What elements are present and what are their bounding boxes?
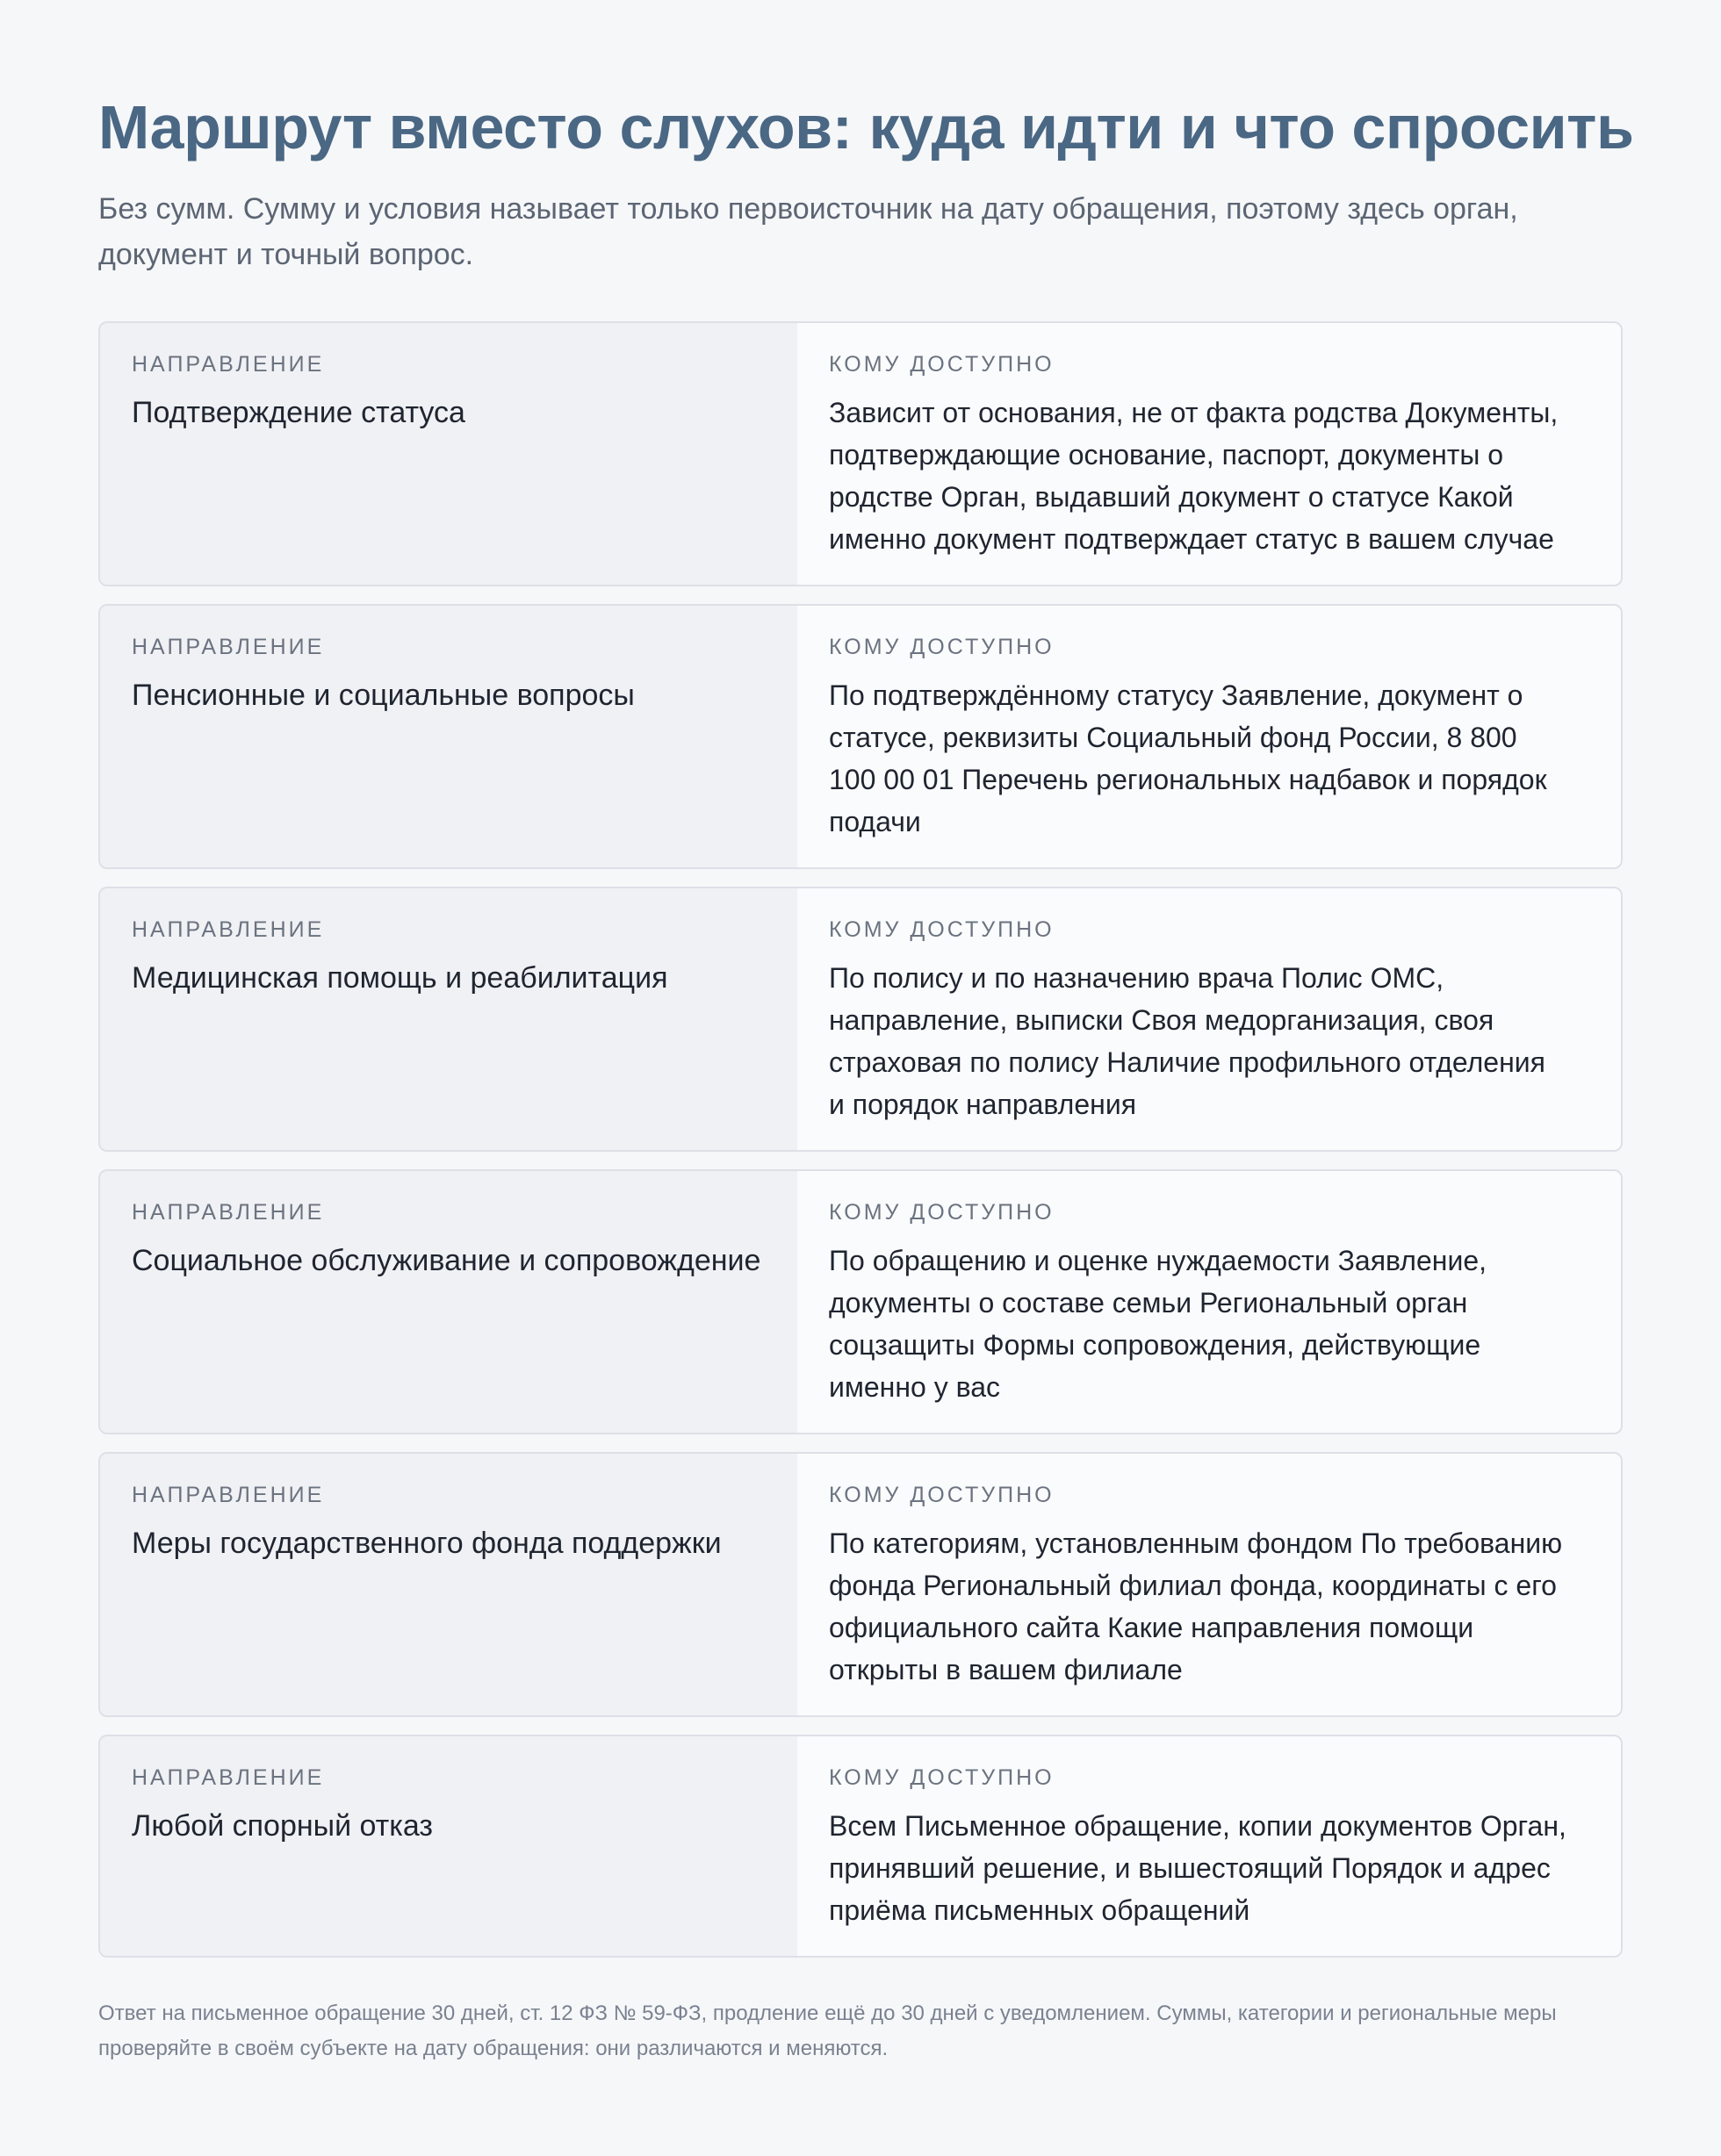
directions-list — [98, 321, 1623, 1975]
direction-row — [98, 887, 1623, 1152]
direction-row — [98, 1452, 1623, 1717]
direction-label: НАПРАВЛЕНИЕ — [132, 917, 325, 942]
direction-row — [98, 604, 1623, 869]
direction-cell — [100, 1736, 797, 1956]
direction-cell — [100, 1171, 797, 1433]
direction-name: Социальное обслуживание и сопровождение — [132, 1244, 761, 1277]
direction-cell — [100, 888, 797, 1150]
availability-text: По подтверждённому статусу Заявление, документ о статусе, реквизиты Социальный фонд России, 8 800 100 00 01 Перечень региональных надбавок и порядок подачи — [829, 679, 1547, 837]
availability-label: КОМУ ДОСТУПНО — [829, 917, 1055, 942]
availability-cell — [797, 323, 1621, 585]
direction-name: Меры государственного фонда поддержки — [132, 1527, 722, 1560]
direction-label: НАПРАВЛЕНИЕ — [132, 1765, 325, 1790]
availability-text: По полису и по назначению врача Полис ОМС, направление, выписки Своя медорганизация, своя страховая по полису Наличие профильного отделения и порядок направления — [829, 962, 1545, 1120]
availability-text: Зависит от основания, не от факта родства Документы, подтверждающие основание, паспорт, документы о родстве Орган, выдавший документ о статусе Какой именно документ подтверждает статус в вашем случае — [829, 397, 1559, 555]
direction-name: Пенсионные и социальные вопросы — [132, 679, 635, 712]
direction-label: НАПРАВЛЕНИЕ — [132, 352, 325, 377]
availability-text: Всем Письменное обращение, копии документов Орган, принявший решение, и вышестоящий Порядок и адрес приёма письменных обращений — [829, 1810, 1566, 1926]
page-subtitle: Без сумм. Сумму и условия называет только первоисточник на дату обращения, поэтому здесь орган, документ и точный вопрос. — [98, 192, 1518, 271]
direction-cell — [100, 323, 797, 585]
availability-label: КОМУ ДОСТУПНО — [829, 1483, 1055, 1507]
availability-label: КОМУ ДОСТУПНО — [829, 635, 1055, 659]
direction-row — [98, 321, 1623, 586]
direction-cell — [100, 1454, 797, 1715]
direction-name: Медицинская помощь и реабилитация — [132, 961, 668, 995]
availability-cell — [797, 1736, 1621, 1956]
availability-cell — [797, 1171, 1621, 1433]
availability-label: КОМУ ДОСТУПНО — [829, 352, 1055, 377]
direction-cell — [100, 606, 797, 867]
availability-label: КОМУ ДОСТУПНО — [829, 1200, 1055, 1225]
availability-label: КОМУ ДОСТУПНО — [829, 1765, 1055, 1790]
direction-row — [98, 1169, 1623, 1434]
direction-label: НАПРАВЛЕНИЕ — [132, 1200, 325, 1225]
availability-cell — [797, 606, 1621, 867]
availability-text: По обращению и оценке нуждаемости Заявление, документы о составе семьи Региональный орган соцзащиты Формы сопровождения, действующие именно у вас — [829, 1245, 1487, 1403]
page-title: Маршрут вместо слухов: куда идти и что спросить — [98, 93, 1634, 162]
direction-name: Любой спорный отказ — [132, 1809, 433, 1843]
direction-name: Подтверждение статуса — [132, 396, 465, 429]
direction-row — [98, 1735, 1623, 1958]
direction-label: НАПРАВЛЕНИЕ — [132, 635, 325, 659]
direction-label: НАПРАВЛЕНИЕ — [132, 1483, 325, 1507]
availability-text: По категориям, установленным фондом По требованию фонда Региональный филиал фонда, координаты с его официального сайта Какие направления помощи открыты в вашем филиале — [829, 1527, 1563, 1685]
availability-cell — [797, 888, 1621, 1150]
footnote: Ответ на письменное обращение 30 дней, ст. 12 ФЗ № 59-ФЗ, продление ещё до 30 дней с уведомлением. Суммы, категории и региональные меры проверяйте в своём субъекте на дату обращения: они различаются и меняются. — [98, 2001, 1557, 2060]
availability-cell — [797, 1454, 1621, 1715]
